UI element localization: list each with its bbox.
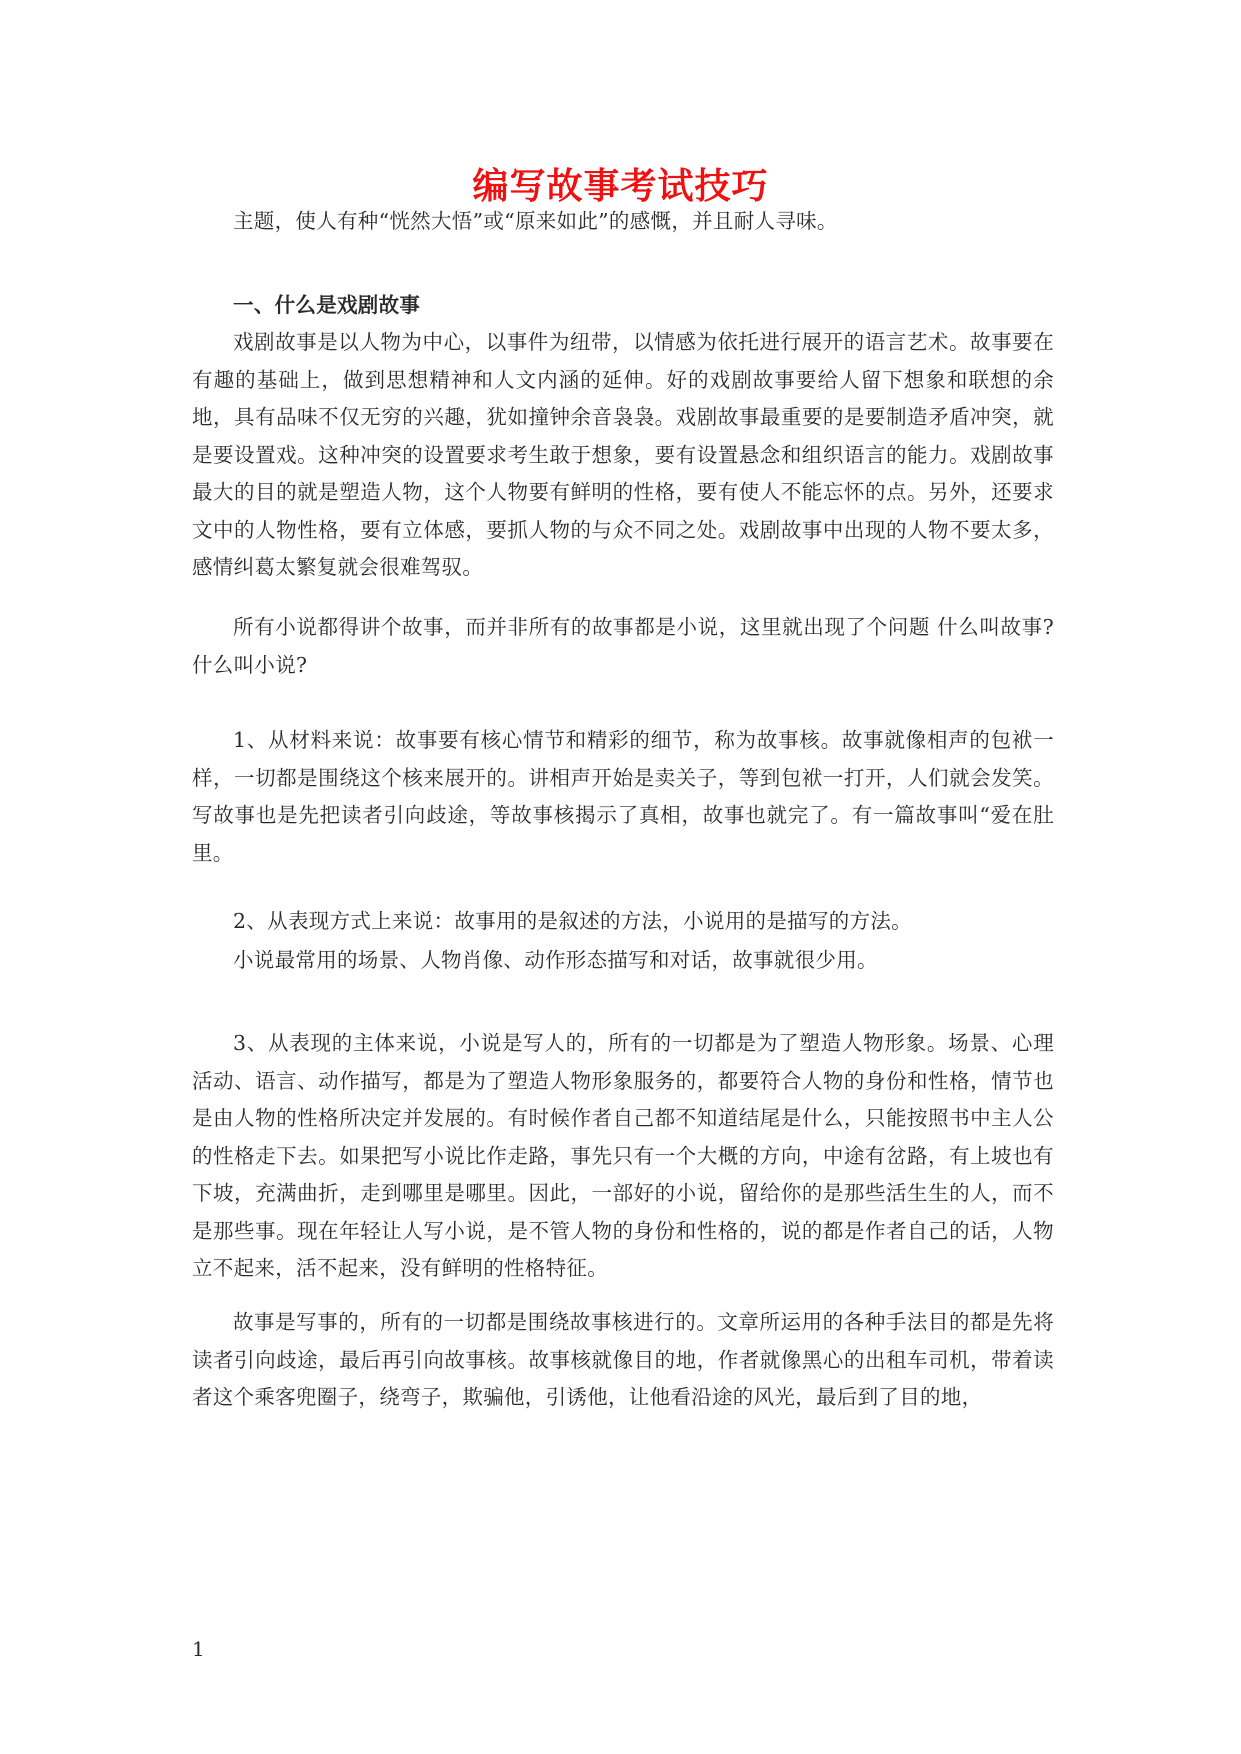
point3-paragraph: 3、从表现的主体来说，小说是写人的，所有的一切都是为了塑造人物形象。场景、心理活动、语言、动作描写，都是为了塑造人物形象服务的，都要符合人物的身份和性格，情节也是由人物的性格所决定并发展的。有时候作者自己都不知道结尾是什么，只能按照书中主人公的性格走下去。如果把写小说比作走路，事先只有一个大概的方向，中途有岔路，有上坡也有下坡，充满曲折，走到哪里是哪里。因此，一部好的小说，留给你的是那些活生生的人，而不是那些事。现在年轻让人写小说，是不管人物的身份和性格的，说的都是作者自己的话，人物立不起来，活不起来，没有鲜明的性格特征。 xyxy=(192,1031,1054,1280)
point2-line2: 小说最常用的场景、人物肖像、动作形态描写和对话，故事就很少用。 xyxy=(233,948,878,972)
question-paragraph: 所有小说都得讲个故事，而并非所有的故事都是小说，这里就出现了个问题 什么叫故事?什么叫小说? xyxy=(192,615,1054,677)
point2-line1: 2、从表现方式上来说：故事用的是叙述的方法，小说用的是描写的方法。 xyxy=(233,909,912,933)
section1-paragraph: 戏剧故事是以人物为中心，以事件为纽带，以情感为依托进行展开的语言艺术。故事要在有趣的基础上，做到思想精神和人文内涵的延伸。好的戏剧故事要给人留下想象和联想的余地，具有品味不仅无穷的兴趣，犹如撞钟余音袅袅。戏剧故事最重要的是要制造矛盾冲突，就是要设置戏。这种冲突的设置要求考生敢于想象，要有设置悬念和组织语言的能力。戏剧故事最大的目的就是塑造人物，这个人物要有鲜明的性格，要有使人不能忘怀的点。另外，还要求文中的人物性格，要有立体感，要抓人物的与众不同之处。戏剧故事中出现的人物不要太多，感情纠葛太繁复就会很难驾驭。 xyxy=(192,330,1054,579)
document-title: 编写故事考试技巧 xyxy=(472,165,769,207)
section-heading: 一、什么是戏剧故事 xyxy=(233,293,421,317)
intro-paragraph: 主题，使人有种“恍然大悟”或“原来如此”的感慨，并且耐人寻味。 xyxy=(233,209,838,233)
page-number: 1 xyxy=(192,1637,205,1661)
story-paragraph: 故事是写事的，所有的一切都是围绕故事核进行的。文章所运用的各种手法目的都是先将读者引向歧途，最后再引向故事核。故事核就像目的地，作者就像黑心的出租车司机，带着读者这个乘客兜圈子，绕弯子，欺骗他，引诱他，让他看沿途的风光，最后到了目的地， xyxy=(192,1310,1054,1409)
point1-paragraph: 1、从材料来说：故事要有核心情节和精彩的细节，称为故事核。故事就像相声的包袱一样，一切都是围绕这个核来展开的。讲相声开始是卖关子，等到包袱一打开，人们就会发笑。写故事也是先把读者引向歧途，等故事核揭示了真相，故事也就完了。有一篇故事叫“爱在肚里。 xyxy=(192,728,1054,865)
